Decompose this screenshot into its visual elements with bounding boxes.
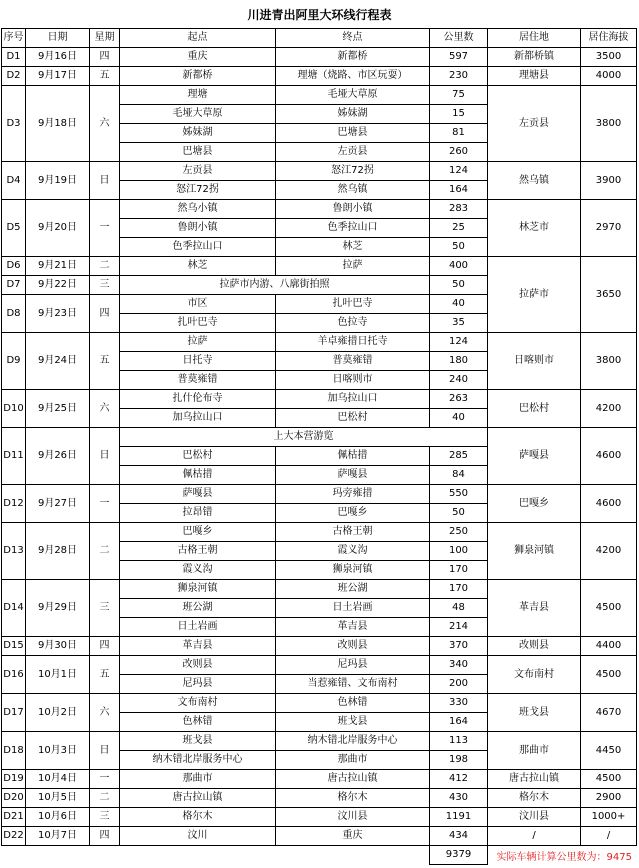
cell-km: 164 [430, 181, 488, 200]
cell-from: 市区 [120, 295, 276, 314]
cell-date: 10月1日 [26, 656, 90, 694]
cell-to: 姊妹湖 [276, 105, 430, 124]
cell-weekday: 日 [90, 732, 120, 770]
cell-date: 9月27日 [26, 485, 90, 523]
cell-altitude: / [581, 827, 637, 846]
cell-stay: 巴松村 [488, 390, 581, 428]
cell-stay: 巴嘎乡 [488, 485, 581, 523]
cell-altitude: 4200 [581, 523, 637, 580]
cell-from: 毛垭大草原 [120, 105, 276, 124]
cell-from: 文布南村 [120, 694, 276, 713]
cell-from: 左贡县 [120, 162, 276, 181]
cell-to: 革吉县 [276, 618, 430, 637]
table-row [2, 523, 637, 542]
cell-from: 拉萨 [120, 333, 276, 352]
cell-to: 班公湖 [276, 580, 430, 599]
total-km: 9379 [430, 846, 488, 865]
cell-km: 35 [430, 314, 488, 333]
cell-seq: D18 [2, 732, 26, 770]
cell-km: 50 [430, 276, 488, 295]
cell-stay: 格尔木 [488, 789, 581, 808]
cell-altitude: 4200 [581, 390, 637, 428]
cell-from: 日土岩画 [120, 618, 276, 637]
cell-date: 9月30日 [26, 637, 90, 656]
cell-date: 10月5日 [26, 789, 90, 808]
cell-altitude: 4600 [581, 485, 637, 523]
cell-to: 巴松村 [276, 409, 430, 428]
cell-seq: D15 [2, 637, 26, 656]
cell-to: 日喀则市 [276, 371, 430, 390]
cell-seq: D3 [2, 86, 26, 162]
cell-stay: / [488, 827, 581, 846]
cell-date: 9月23日 [26, 295, 90, 333]
cell-weekday: 三 [90, 808, 120, 827]
itinerary-table [1, 28, 637, 865]
cell-km: 400 [430, 257, 488, 276]
cell-to: 霞义沟 [276, 542, 430, 561]
cell-km: 283 [430, 200, 488, 219]
header-date: 日期 [26, 29, 90, 48]
cell-to: 班戈县 [276, 713, 430, 732]
cell-altitude: 3650 [581, 257, 637, 333]
cell-weekday: 一 [90, 200, 120, 257]
cell-from: 那曲市 [120, 770, 276, 789]
cell-altitude: 3800 [581, 333, 637, 390]
table-row [2, 808, 637, 827]
cell-km: 48 [430, 599, 488, 618]
cell-to: 鲁朗小镇 [276, 200, 430, 219]
table-row [2, 257, 637, 276]
cell-to: 色林错 [276, 694, 430, 713]
cell-date: 9月16日 [26, 48, 90, 67]
cell-to: 萨嘎县 [276, 466, 430, 485]
cell-km: 113 [430, 732, 488, 751]
cell-to: 怒江72拐 [276, 162, 430, 181]
cell-km: 263 [430, 390, 488, 409]
cell-weekday: 六 [90, 694, 120, 732]
cell-weekday: 二 [90, 257, 120, 276]
cell-stay: 唐古拉山镇 [488, 770, 581, 789]
cell-seq: D12 [2, 485, 26, 523]
table-row [2, 162, 637, 181]
table-row [2, 732, 637, 751]
cell-date: 10月3日 [26, 732, 90, 770]
cell-date: 9月22日 [26, 276, 90, 295]
cell-km: 230 [430, 67, 488, 86]
cell-from: 格尔木 [120, 808, 276, 827]
cell-to: 当惹雍错、文布南村 [276, 675, 430, 694]
cell-to: 巴嘎乡 [276, 504, 430, 523]
cell-km: 75 [430, 86, 488, 105]
cell-date: 9月20日 [26, 200, 90, 257]
cell-from: 革吉县 [120, 637, 276, 656]
cell-altitude: 4500 [581, 656, 637, 694]
cell-to: 格尔木 [276, 789, 430, 808]
cell-to: 日土岩画 [276, 599, 430, 618]
cell-km: 260 [430, 143, 488, 162]
cell-from: 拉昂错 [120, 504, 276, 523]
cell-seq: D9 [2, 333, 26, 390]
cell-to: 那曲市 [276, 751, 430, 770]
cell-from: 然乌小镇 [120, 200, 276, 219]
table-row [2, 656, 637, 675]
cell-seq: D22 [2, 827, 26, 846]
table-row [2, 694, 637, 713]
cell-seq: D5 [2, 200, 26, 257]
cell-from: 色林错 [120, 713, 276, 732]
cell-from: 重庆 [120, 48, 276, 67]
cell-from: 古格王朝 [120, 542, 276, 561]
cell-route-merged: 拉萨市内游、八廓街拍照 [120, 276, 430, 295]
cell-to: 古格王朝 [276, 523, 430, 542]
cell-km: 340 [430, 656, 488, 675]
cell-to: 然乌镇 [276, 181, 430, 200]
cell-stay: 然乌镇 [488, 162, 581, 200]
cell-to: 拉萨 [276, 257, 430, 276]
cell-stay: 新都桥镇 [488, 48, 581, 67]
cell-weekday: 四 [90, 637, 120, 656]
cell-from: 佩枯措 [120, 466, 276, 485]
cell-km: 40 [430, 409, 488, 428]
cell-from: 普莫雍错 [120, 371, 276, 390]
cell-seq: D17 [2, 694, 26, 732]
cell-km: 170 [430, 561, 488, 580]
cell-km: 285 [430, 447, 488, 466]
cell-km: 124 [430, 162, 488, 181]
cell-to: 重庆 [276, 827, 430, 846]
cell-to: 新都桥 [276, 48, 430, 67]
header-stay: 居住地 [488, 29, 581, 48]
table-row [2, 333, 637, 352]
cell-date: 10月2日 [26, 694, 90, 732]
cell-altitude: 4670 [581, 694, 637, 732]
cell-date: 10月4日 [26, 770, 90, 789]
cell-from: 理塘 [120, 86, 276, 105]
cell-altitude: 2970 [581, 200, 637, 257]
cell-from: 加乌拉山口 [120, 409, 276, 428]
cell-km: 597 [430, 48, 488, 67]
cell-km: 15 [430, 105, 488, 124]
cell-from: 巴嘎乡 [120, 523, 276, 542]
cell-km: 430 [430, 789, 488, 808]
cell-weekday: 二 [90, 523, 120, 580]
table-row [2, 200, 637, 219]
cell-to: 狮泉河镇 [276, 561, 430, 580]
cell-from: 巴塘县 [120, 143, 276, 162]
cell-weekday: 二 [90, 789, 120, 808]
cell-seq: D4 [2, 162, 26, 200]
cell-stay: 左贡县 [488, 86, 581, 162]
cell-km: 50 [430, 238, 488, 257]
cell-km: 434 [430, 827, 488, 846]
cell-km: 370 [430, 637, 488, 656]
cell-to: 羊卓雍措日托寺 [276, 333, 430, 352]
cell-altitude: 3900 [581, 162, 637, 200]
cell-date: 9月26日 [26, 428, 90, 485]
header-seq: 序号 [2, 29, 26, 48]
table-row [2, 789, 637, 808]
cell-stay: 革吉县 [488, 580, 581, 637]
cell-to: 尼玛县 [276, 656, 430, 675]
cell-km: 412 [430, 770, 488, 789]
cell-to: 加乌拉山口 [276, 390, 430, 409]
cell-altitude: 3500 [581, 48, 637, 67]
cell-seq: D13 [2, 523, 26, 580]
cell-weekday: 日 [90, 162, 120, 200]
cell-km: 330 [430, 694, 488, 713]
cell-date: 10月7日 [26, 827, 90, 846]
cell-weekday: 四 [90, 295, 120, 333]
cell-weekday: 一 [90, 770, 120, 789]
cell-date: 9月21日 [26, 257, 90, 276]
table-row [2, 67, 637, 86]
cell-stay: 萨嘎县 [488, 428, 581, 485]
cell-km: 250 [430, 523, 488, 542]
cell-seq: D11 [2, 428, 26, 485]
cell-weekday: 五 [90, 67, 120, 86]
cell-km: 124 [430, 333, 488, 352]
table-row [2, 637, 637, 656]
cell-seq: D20 [2, 789, 26, 808]
cell-km: 25 [430, 219, 488, 238]
cell-to: 改则县 [276, 637, 430, 656]
cell-stay: 改则县 [488, 637, 581, 656]
cell-weekday: 三 [90, 580, 120, 637]
cell-weekday: 一 [90, 485, 120, 523]
cell-weekday: 五 [90, 656, 120, 694]
cell-from: 汶川 [120, 827, 276, 846]
cell-date: 9月25日 [26, 390, 90, 428]
cell-weekday: 四 [90, 48, 120, 67]
cell-stay: 理塘县 [488, 67, 581, 86]
cell-seq: D1 [2, 48, 26, 67]
cell-to: 色拉寺 [276, 314, 430, 333]
header-from: 起点 [120, 29, 276, 48]
cell-from: 唐古拉山镇 [120, 789, 276, 808]
cell-from: 狮泉河镇 [120, 580, 276, 599]
cell-seq: D16 [2, 656, 26, 694]
cell-from: 改则县 [120, 656, 276, 675]
cell-seq: D6 [2, 257, 26, 276]
cell-km: 1191 [430, 808, 488, 827]
cell-seq: D8 [2, 295, 26, 333]
cell-km: 240 [430, 371, 488, 390]
cell-stay: 拉萨市 [488, 257, 581, 333]
cell-from: 林芝 [120, 257, 276, 276]
cell-from: 姊妹湖 [120, 124, 276, 143]
cell-date: 9月17日 [26, 67, 90, 86]
cell-km: 550 [430, 485, 488, 504]
table-row [2, 428, 637, 447]
cell-weekday: 三 [90, 276, 120, 295]
cell-altitude: 4500 [581, 580, 637, 637]
table-row [2, 485, 637, 504]
cell-weekday: 六 [90, 86, 120, 162]
cell-from: 班公湖 [120, 599, 276, 618]
cell-weekday: 四 [90, 827, 120, 846]
cell-km: 40 [430, 295, 488, 314]
cell-from: 班戈县 [120, 732, 276, 751]
cell-weekday: 五 [90, 333, 120, 390]
cell-km: 100 [430, 542, 488, 561]
cell-date: 9月18日 [26, 86, 90, 162]
cell-to: 理塘（烧路、市区玩耍） [276, 67, 430, 86]
header-to: 终点 [276, 29, 430, 48]
cell-from: 霞义沟 [120, 561, 276, 580]
cell-km: 164 [430, 713, 488, 732]
cell-altitude: 4000 [581, 67, 637, 86]
cell-from: 萨嘎县 [120, 485, 276, 504]
cell-from: 鲁朗小镇 [120, 219, 276, 238]
cell-to: 纳木错北岸服务中心 [276, 732, 430, 751]
header-weekday: 星期 [90, 29, 120, 48]
cell-from: 新都桥 [120, 67, 276, 86]
header-row [2, 29, 637, 48]
cell-to: 色季拉山口 [276, 219, 430, 238]
actual-km-note: 实际车辆计算公里数为：9475 [496, 852, 632, 863]
cell-altitude: 1000+ [581, 808, 637, 827]
header-km: 公里数 [430, 29, 488, 48]
cell-from: 巴松村 [120, 447, 276, 466]
cell-from: 扎什伦布寺 [120, 390, 276, 409]
cell-stay: 林芝市 [488, 200, 581, 257]
cell-weekday: 六 [90, 390, 120, 428]
cell-to: 佩枯措 [276, 447, 430, 466]
cell-stay: 日喀则市 [488, 333, 581, 390]
cell-from: 纳木错北岸服务中心 [120, 751, 276, 770]
cell-weekday: 日 [90, 428, 120, 485]
cell-km: 170 [430, 580, 488, 599]
cell-date: 9月24日 [26, 333, 90, 390]
page-title: 川进青出阿里大环线行程表 [247, 8, 392, 22]
cell-km: 180 [430, 352, 488, 371]
cell-seq: D10 [2, 390, 26, 428]
cell-km: 84 [430, 466, 488, 485]
table-row [2, 86, 637, 105]
cell-altitude: 4400 [581, 637, 637, 656]
cell-to: 普莫雍错 [276, 352, 430, 371]
cell-seq: D14 [2, 580, 26, 637]
cell-altitude: 4500 [581, 770, 637, 789]
cell-to: 巴塘县 [276, 124, 430, 143]
cell-stay: 狮泉河镇 [488, 523, 581, 580]
cell-to: 唐古拉山镇 [276, 770, 430, 789]
cell-km: 81 [430, 124, 488, 143]
cell-to: 毛垭大草原 [276, 86, 430, 105]
cell-km: 200 [430, 675, 488, 694]
cell-date: 9月19日 [26, 162, 90, 200]
cell-seq: D19 [2, 770, 26, 789]
cell-from: 尼玛县 [120, 675, 276, 694]
table-row [2, 390, 637, 409]
cell-altitude: 3800 [581, 86, 637, 162]
cell-from: 怒江72拐 [120, 181, 276, 200]
cell-route-merged: 上大本营游览 [120, 428, 488, 447]
cell-seq: D2 [2, 67, 26, 86]
cell-km: 50 [430, 504, 488, 523]
cell-altitude: 2900 [581, 789, 637, 808]
cell-km: 214 [430, 618, 488, 637]
cell-from: 色季拉山口 [120, 238, 276, 257]
cell-to: 林芝 [276, 238, 430, 257]
cell-date: 10月6日 [26, 808, 90, 827]
cell-date: 9月29日 [26, 580, 90, 637]
table-row [2, 48, 637, 67]
cell-to: 玛旁雍措 [276, 485, 430, 504]
cell-seq: D7 [2, 276, 26, 295]
cell-stay: 汶川县 [488, 808, 581, 827]
table-row [2, 770, 637, 789]
cell-stay: 那曲市 [488, 732, 581, 770]
cell-altitude: 4450 [581, 732, 637, 770]
cell-to: 汶川县 [276, 808, 430, 827]
cell-from: 日托寺 [120, 352, 276, 371]
cell-date: 9月28日 [26, 523, 90, 580]
table-row [2, 580, 637, 599]
cell-seq: D21 [2, 808, 26, 827]
cell-from: 扎叶巴寺 [120, 314, 276, 333]
table-row [2, 827, 637, 846]
cell-to: 扎叶巴寺 [276, 295, 430, 314]
cell-to: 左贡县 [276, 143, 430, 162]
cell-altitude: 4600 [581, 428, 637, 485]
header-altitude: 居住海拔 [581, 29, 637, 48]
cell-stay: 文布南村 [488, 656, 581, 694]
cell-km: 198 [430, 751, 488, 770]
cell-stay: 班戈县 [488, 694, 581, 732]
